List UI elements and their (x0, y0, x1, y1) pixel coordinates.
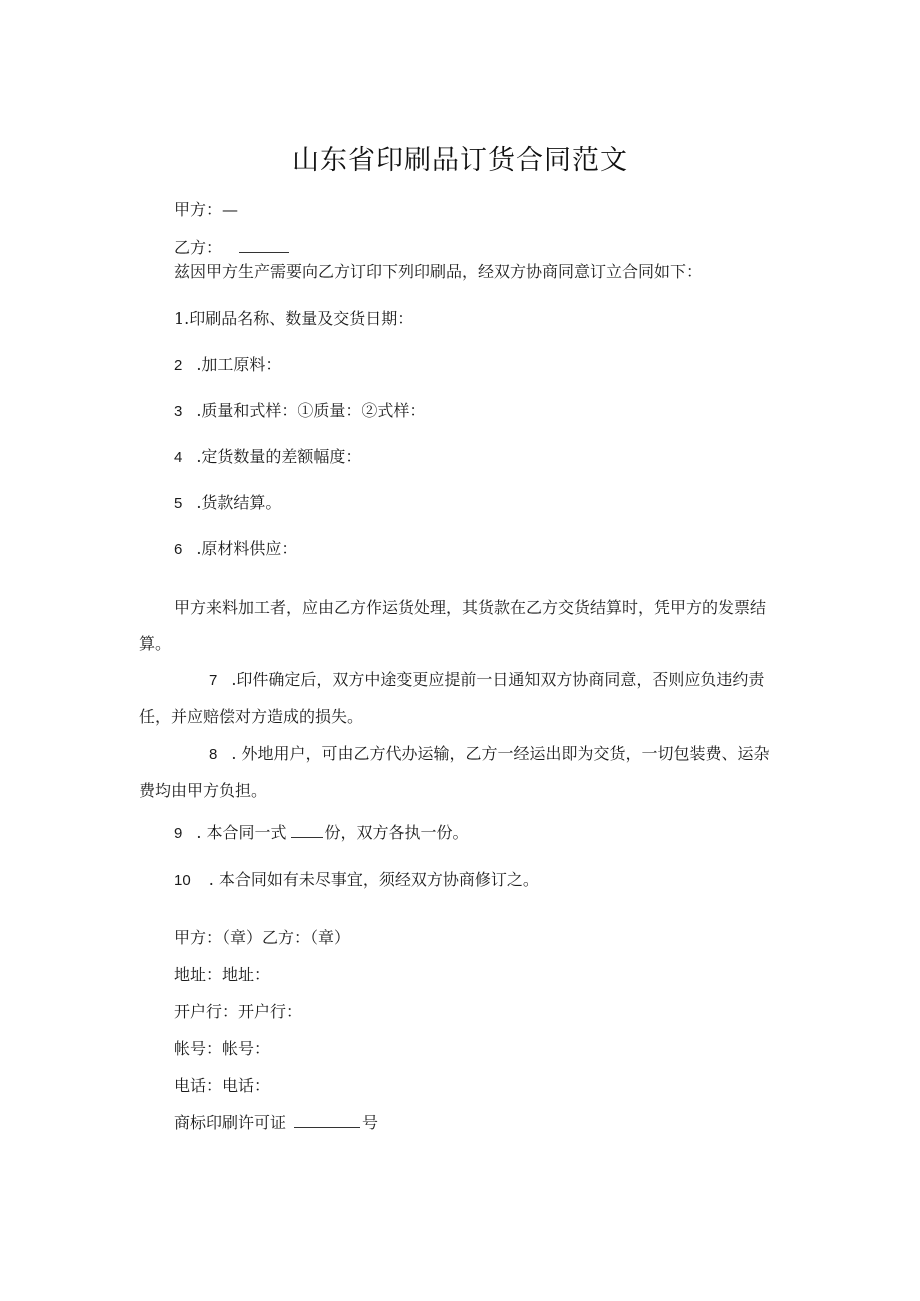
party-b-line (174, 238, 289, 258)
party-a-line: 甲方：— (174, 200, 239, 219)
item-number: 8 (209, 746, 218, 763)
item-number: 9 (174, 825, 183, 842)
item-10 (174, 870, 539, 891)
party-b-blank (239, 239, 289, 253)
address-line: 地址：地址： (174, 965, 271, 984)
item-number: 7 (209, 672, 218, 689)
party-b-label: 乙方： (174, 238, 223, 257)
item-number: 2 (174, 357, 183, 374)
license-blank (294, 1114, 360, 1128)
supply-paragraph: 甲方来料加工者，应由乙方作运货处理，其货款在乙方交货结算时，凭甲方的发票结算。 (139, 598, 767, 653)
document-title: 山东省印刷品订货合同范文 (292, 145, 628, 176)
phone-line: 电话：电话： (174, 1076, 271, 1095)
item-5 (174, 493, 281, 514)
item-number: 5 (174, 495, 183, 512)
item-number: 10 (174, 872, 191, 889)
item-text: .定货数量的差额幅度： (196, 447, 362, 466)
license-line (174, 1113, 378, 1133)
item-7 (139, 662, 779, 735)
item-1: 1.印刷品名称、数量及交货日期： (174, 309, 414, 328)
seal-line: 甲方：（章）乙方：（章） (174, 928, 351, 947)
item-text: . 本合同如有未尽事宜，须经双方协商修订之。 (208, 870, 539, 889)
item-2 (174, 355, 281, 376)
item-number: 4 (174, 449, 183, 466)
item-number: 6 (174, 541, 183, 558)
item-number: 3 (174, 403, 183, 420)
item-text-after: 份，双方各执一份。 (324, 823, 469, 842)
item-text: .货款结算。 (196, 493, 282, 512)
item-4 (174, 447, 361, 468)
bank-line: 开户行：开户行： (174, 1002, 303, 1021)
item-8 (139, 736, 779, 809)
item-9 (174, 823, 469, 844)
item-text: .质量和式样：①质量：②式样： (196, 401, 426, 420)
item-text-before: . 本合同一式 (196, 823, 287, 842)
item-text: .加工原料： (196, 355, 282, 374)
license-label: 商标印刷许可证 (174, 1113, 287, 1132)
item-text: . 外地用户，可由乙方代办运输，乙方一经运出即为交货，一切包装费、运杂费均由甲方负担。 (139, 744, 770, 800)
item-text: .原材料供应： (196, 539, 298, 558)
item-6 (174, 539, 297, 560)
item-3 (174, 401, 425, 422)
item-text: .印件确定后，双方中途变更应提前一日通知双方协商同意，否则应负违约责任，并应赔偿对方造成的损失。 (139, 670, 765, 726)
license-suffix: 号 (362, 1113, 379, 1132)
intro-line: 兹因甲方生产需要向乙方订印下列印刷品，经双方协商同意订立合同如下： (174, 262, 703, 281)
account-line: 帐号：帐号： (174, 1039, 271, 1058)
copies-blank (291, 824, 323, 838)
